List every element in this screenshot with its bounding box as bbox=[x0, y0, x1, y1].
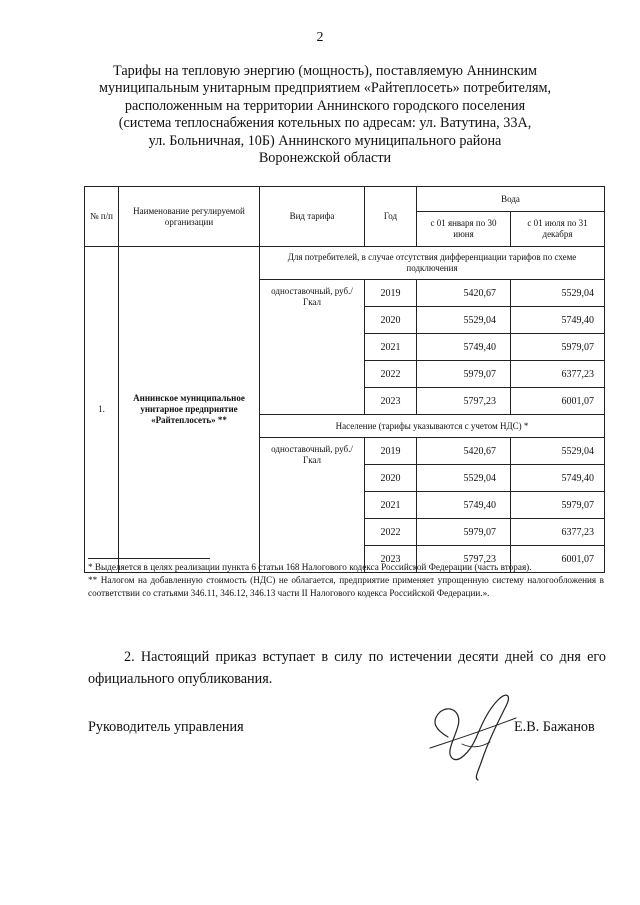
year-cell: 2023 bbox=[365, 388, 417, 415]
year-cell: 2023 bbox=[365, 546, 417, 573]
signer-title: Руководитель управления bbox=[88, 719, 244, 735]
effective-date-clause: 2. Настоящий приказ вступает в силу по истечении десяти дней со дня его официального опубликования. bbox=[88, 649, 606, 687]
value-first-half: 5797,23 bbox=[417, 388, 511, 415]
value-second-half: 6001,07 bbox=[511, 388, 605, 415]
value-first-half: 5420,67 bbox=[417, 438, 511, 465]
value-first-half: 5797,23 bbox=[417, 546, 511, 573]
header-second-half: с 01 июля по 31 декабря bbox=[511, 212, 605, 247]
title-line: Тарифы на тепловую энергию (мощность), поставляемую Аннинским bbox=[113, 63, 537, 79]
header-tariff-kind: Вид тарифа bbox=[260, 187, 365, 247]
value-first-half: 5749,40 bbox=[417, 492, 511, 519]
tariff-kind: одноставочный, руб./Гкал bbox=[260, 438, 365, 573]
footnote-tax-system: ** Налогом на добавленную стоимость (НДС) не облагается, предприятие применяет упрощенную систему налогообложения в соответствии со статьями 346.11, 346.12, 346.13 части II Налогового кодекса Российской Федерации.». bbox=[88, 575, 604, 598]
organization-name: Аннинское муниципальное унитарное предприятие «Райтеплосеть» ** bbox=[119, 247, 260, 573]
title-line: Воронежской области bbox=[258, 150, 392, 167]
title-line: расположенным на территории Аннинского городского поселения bbox=[124, 97, 526, 114]
value-second-half: 6001,07 bbox=[511, 546, 605, 573]
value-first-half: 5979,07 bbox=[417, 519, 511, 546]
footnote-vat: * Выделяется в целях реализации пункта 6 статьи 168 Налогового кодекса Российской Федерации (часть вторая). bbox=[88, 562, 532, 572]
year-cell: 2020 bbox=[365, 465, 417, 492]
year-cell: 2021 bbox=[365, 492, 417, 519]
value-second-half: 5529,04 bbox=[511, 438, 605, 465]
year-cell: 2021 bbox=[365, 334, 417, 361]
year-cell: 2022 bbox=[365, 519, 417, 546]
header-water: Вода bbox=[417, 187, 605, 212]
value-second-half: 5979,07 bbox=[511, 334, 605, 361]
group-label: Для потребителей, в случае отсутствия дифференциации тарифов по схеме подключения bbox=[260, 247, 605, 280]
value-first-half: 5749,40 bbox=[417, 334, 511, 361]
signer-name: Е.В. Бажанов bbox=[514, 719, 595, 735]
year-cell: 2020 bbox=[365, 307, 417, 334]
title-line: муниципальным унитарным предприятием «Райтеплосеть» потребителям, bbox=[98, 80, 552, 97]
title-line: (система теплоснабжения котельных по адресам: ул. Ватутина, 33А, bbox=[118, 115, 532, 132]
year-cell: 2022 bbox=[365, 361, 417, 388]
tariff-table bbox=[84, 186, 605, 573]
value-first-half: 5529,04 bbox=[417, 307, 511, 334]
header-organization: Наименование регулируемой организации bbox=[119, 187, 260, 247]
document-title bbox=[95, 63, 555, 167]
tariff-kind: одноставочный, руб./Гкал bbox=[260, 280, 365, 415]
value-second-half: 5749,40 bbox=[511, 465, 605, 492]
value-second-half: 5749,40 bbox=[511, 307, 605, 334]
header-year: Год bbox=[365, 187, 417, 247]
header-number: № п/п bbox=[85, 187, 119, 247]
value-second-half: 5979,07 bbox=[511, 492, 605, 519]
row-number: 1. bbox=[85, 247, 119, 573]
group-label: Население (тарифы указываются с учетом НДС) * bbox=[260, 415, 605, 438]
footnotes bbox=[88, 561, 604, 600]
footnote-divider bbox=[88, 558, 210, 559]
title-line: ул. Больничная, 10Б) Аннинского муниципального района bbox=[148, 132, 502, 149]
value-second-half: 6377,23 bbox=[511, 519, 605, 546]
year-cell: 2019 bbox=[365, 280, 417, 307]
page-number: 2 bbox=[316, 30, 324, 45]
year-cell: 2019 bbox=[365, 438, 417, 465]
value-first-half: 5979,07 bbox=[417, 361, 511, 388]
header-first-half: с 01 января по 30 июня bbox=[417, 212, 511, 247]
value-second-half: 5529,04 bbox=[511, 280, 605, 307]
value-first-half: 5420,67 bbox=[417, 280, 511, 307]
value-first-half: 5529,04 bbox=[417, 465, 511, 492]
handwritten-signature bbox=[418, 682, 528, 782]
value-second-half: 6377,23 bbox=[511, 361, 605, 388]
